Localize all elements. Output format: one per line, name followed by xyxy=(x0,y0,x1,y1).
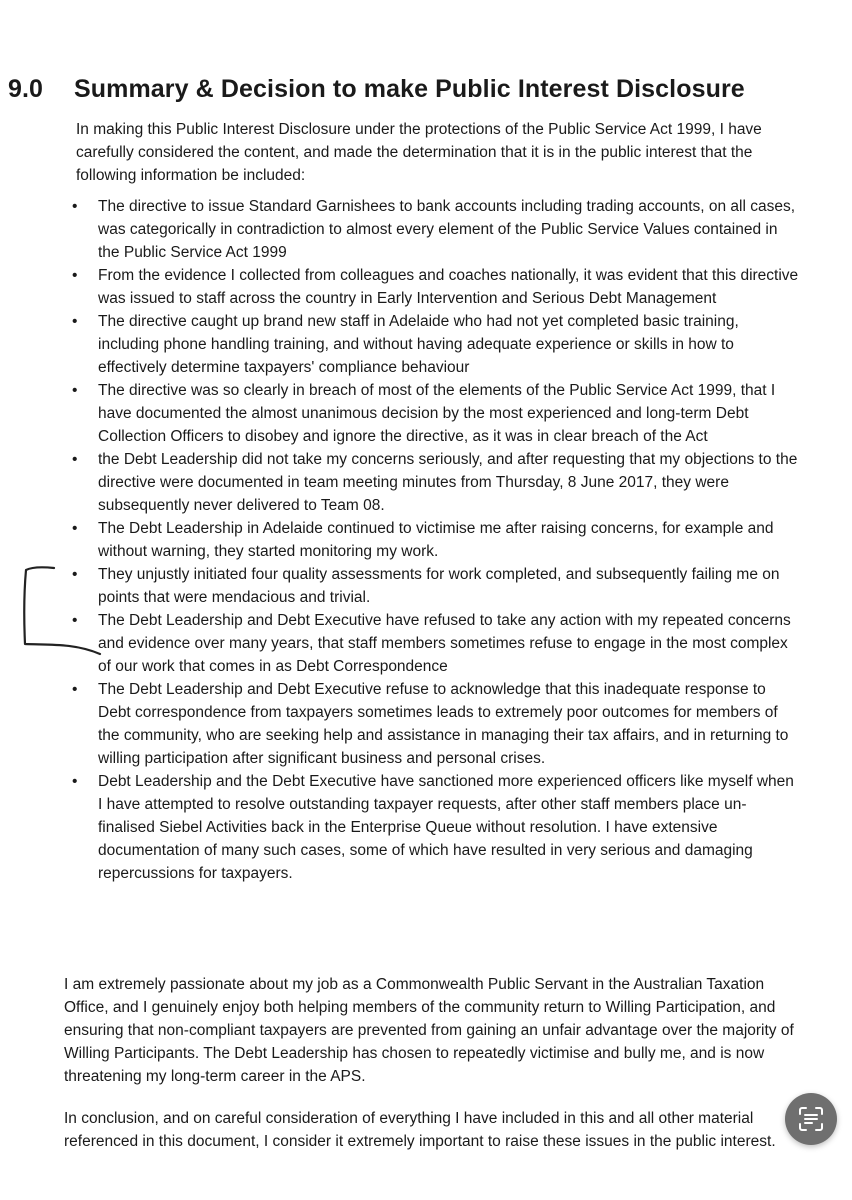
list-item-text: The Debt Leadership in Adelaide continued to victimise me after raising concerns, for example and without warning, they started monitoring my work. xyxy=(98,520,774,560)
bullet-icon: • xyxy=(72,198,78,215)
list-item xyxy=(70,517,800,563)
bullet-icon: • xyxy=(72,773,78,790)
section-title: Summary & Decision to make Public Interest Disclosure xyxy=(74,74,745,103)
list-item-text: The Debt Leadership and Debt Executive refuse to acknowledge that this inadequate response to Debt correspondence from taxpayers sometimes leads to extremely poor outcomes for members of the community, who are seeking help and assistance in managing their tax affairs, and in returning to willing participation after significant business and personal crises. xyxy=(98,681,789,767)
list-item xyxy=(70,195,800,264)
bullet-icon: • xyxy=(72,267,78,284)
bullet-icon: • xyxy=(72,451,78,468)
bullet-icon: • xyxy=(72,520,78,537)
bullet-icon: • xyxy=(72,681,78,698)
hand-drawn-bracket xyxy=(14,562,104,660)
bullet-icon: • xyxy=(72,566,78,583)
list-item-text: Debt Leadership and the Debt Executive have sanctioned more experienced officers like myself when I have attempted to resolve outstanding taxpayer requests, after other staff members place un-finalised Siebel Activities back in the Enterprise Queue without resolution. I have extensive documentation of many such cases, some of which have resulted in very serious and damaging repercussions for taxpayers. xyxy=(98,773,794,882)
list-item xyxy=(70,264,800,310)
bullet-icon: • xyxy=(72,612,78,629)
list-item xyxy=(70,609,800,678)
disclosure-bullet-list xyxy=(70,195,800,885)
list-item-text: The directive was so clearly in breach of most of the elements of the Public Service Act 1999, that I have documented the almost unanimous decision by the most experienced and long-term Debt Collection Officers to disobey and ignore the directive, as it was in clear breach of the Act xyxy=(98,382,776,445)
section-number: 9.0 xyxy=(8,74,44,103)
list-item xyxy=(70,310,800,379)
bullet-icon: • xyxy=(72,313,78,330)
conclusion-paragraph: In conclusion, and on careful consideration of everything I have included in this and all other material referenced in this document, I consider it extremely important to raise these issues in the public interest. xyxy=(64,1110,776,1150)
list-item-text: The directive caught up brand new staff in Adelaide who had not yet completed basic training, including phone handling training, and without having adequate experience or skills in how to effectively determine taxpayers' compliance behaviour xyxy=(98,313,739,376)
list-item xyxy=(70,448,800,517)
intro-paragraph: In making this Public Interest Disclosure under the protections of the Public Service Act 1999, I have carefully considered the content, and made the determination that it is in the public interest that the following information be included: xyxy=(76,121,762,184)
list-item-text: the Debt Leadership did not take my concerns seriously, and after requesting that my objections to the directive were documented in team meeting minutes from Thursday, 8 June 2017, they were subsequently never delivered to Team 08. xyxy=(98,451,798,514)
list-item-text: From the evidence I collected from colleagues and coaches nationally, it was evident that this directive was issued to staff across the country in Early Intervention and Serious Debt Management xyxy=(98,267,799,307)
bullet-icon: • xyxy=(72,382,78,399)
list-item xyxy=(70,678,800,770)
text-scan-icon xyxy=(797,1105,825,1133)
text-scan-button[interactable] xyxy=(785,1093,837,1145)
list-item xyxy=(70,563,800,609)
list-item-text: They unjustly initiated four quality assessments for work completed, and subsequently failing me on points that were mendacious and trivial. xyxy=(98,566,780,606)
list-item xyxy=(70,379,800,448)
list-item-text: The Debt Leadership and Debt Executive have refused to take any action with my repeated concerns and evidence over many years, that staff members sometimes refuse to engage in the most complex of our work that comes in as Debt Correspondence xyxy=(98,612,791,675)
list-item xyxy=(70,770,800,885)
section-heading xyxy=(8,75,745,104)
list-item-text: The directive to issue Standard Garnishees to bank accounts including trading accounts, on all cases, was categorically in contradiction to almost every element of the Public Service Values contained in the Public Service Act 1999 xyxy=(98,198,796,261)
passion-paragraph: I am extremely passionate about my job as a Commonwealth Public Servant in the Australian Taxation Office, and I genuinely enjoy both helping members of the community return to Willing Participation, and ensuring that non-compliant taxpayers are prevented from gaining an unfair advantage over the majority of Willing Participants. The Debt Leadership has chosen to repeatedly victimise and bully me, and is now threatening my long-term career in the APS. xyxy=(64,976,794,1085)
